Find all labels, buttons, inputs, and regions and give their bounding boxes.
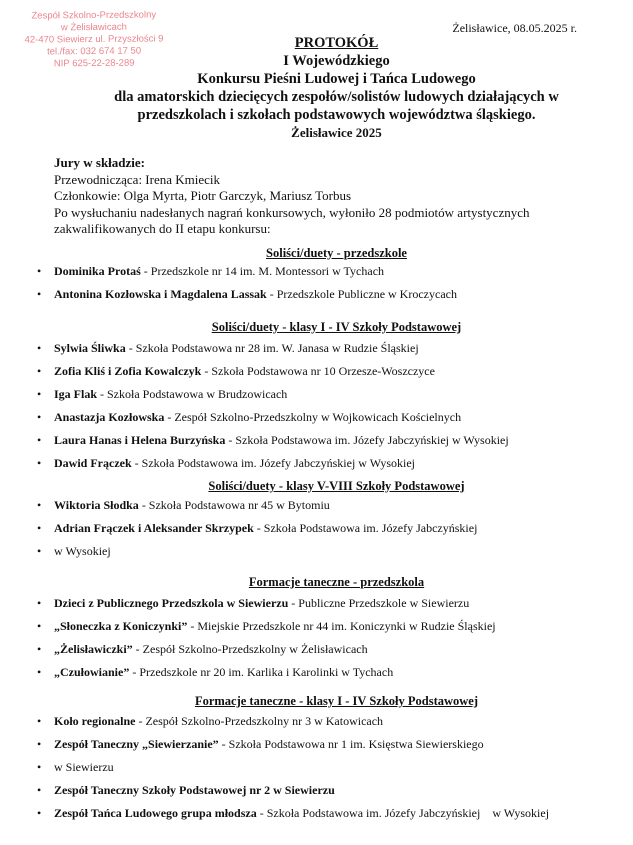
participant-institution: - Szkoła Podstawowa nr 10 Orzesze-Woszczyce bbox=[201, 364, 435, 378]
list-item bbox=[37, 619, 617, 642]
list-item bbox=[37, 456, 617, 479]
participant-institution: - Przedszkole nr 20 im. Karlika i Karolinki w Tychach bbox=[129, 665, 394, 679]
entry-list bbox=[37, 714, 617, 829]
stamp-line: tel./fax: 032 674 17 50 bbox=[47, 45, 142, 58]
participant-institution: - Zespół Szkolno-Przedszkolny w Wojkowicach Kościelnych bbox=[164, 410, 462, 424]
participant-institution: - Zespół Szkolno-Przedszkolny w Żelisławicach bbox=[132, 642, 368, 656]
participant-institution: w Siewierzu bbox=[54, 760, 114, 774]
list-item bbox=[37, 521, 617, 544]
title-line-4: przedszkolach i szkołach podstawowych województwa śląskiego. bbox=[137, 107, 536, 123]
list-item bbox=[37, 387, 617, 410]
list-item bbox=[37, 498, 617, 521]
title-line-3: dla amatorskich dziecięcych zespołów/solistów ludowych działających w bbox=[114, 89, 559, 105]
participant-institution: - Szkoła Podstawowa im. Józefy Jabczyńskiej bbox=[253, 521, 478, 535]
place-date: Żelisławice, 08.05.2025 r. bbox=[452, 21, 577, 35]
jury-intro-line-2: zakwalifikowanych do II etapu konkursu: bbox=[54, 221, 271, 236]
participant-name: „Żelisławiczki” bbox=[54, 642, 133, 656]
section-title: Formacje taneczne - klasy I - IV Szkoły Podstawowej bbox=[194, 694, 479, 708]
document-title bbox=[40, 34, 633, 142]
stamp-line: Zespół Szkolno-Przedszkolny bbox=[31, 9, 157, 22]
participant-institution: - Szkoła Podstawowa im. Józefy Jabczyńskiej w Wysokiej bbox=[131, 456, 415, 470]
jury-members: Członkowie: Olga Myrta, Piotr Garczyk, Mariusz Torbus bbox=[54, 188, 352, 203]
participant-institution: - Zespół Szkolno-Przedszkolny nr 3 w Katowicach bbox=[135, 714, 384, 728]
participant-name: Adrian Frączek i Aleksander Skrzypek bbox=[54, 521, 254, 535]
list-item bbox=[37, 264, 617, 287]
list-item bbox=[37, 544, 617, 567]
participant-institution: - Szkoła Podstawowa nr 28 im. W. Janasa w Rudzie Śląskiej bbox=[125, 341, 419, 355]
participant-institution: w Wysokiej bbox=[54, 544, 111, 558]
section-title: Soliści/duety - klasy V-VIII Szkoły Podstawowej bbox=[208, 479, 465, 493]
participant-name: Zofia Kliś i Zofia Kowalczyk bbox=[54, 364, 202, 378]
jury-block bbox=[54, 155, 594, 238]
participant-name: Iga Flak bbox=[54, 387, 98, 401]
participant-name: Dominika Protaś bbox=[54, 264, 141, 278]
list-item bbox=[37, 287, 617, 310]
section-title: Formacje taneczne - przedszkola bbox=[248, 575, 425, 589]
participant-name: Zespół Taneczny „Siewierzanie” bbox=[54, 737, 219, 751]
list-item bbox=[37, 806, 617, 829]
stamp-line: w Żelisławicach bbox=[60, 21, 127, 34]
participant-institution: - Szkoła Podstawowa im. Józefy Jabczyńskiej w Wysokiej bbox=[225, 433, 509, 447]
list-item bbox=[37, 737, 617, 760]
participant-institution: - Szkoła Podstawowa im. Józefy Jabczyńskiej w Wysokiej bbox=[256, 806, 550, 820]
stamp-line: NIP 625-22-28-289 bbox=[53, 57, 135, 70]
participant-name: Dawid Frączek bbox=[54, 456, 132, 470]
title-line-2: Konkursu Pieśni Ludowej i Tańca Ludowego bbox=[197, 71, 476, 87]
participant-institution: - Publiczne Przedszkole w Siewierzu bbox=[288, 596, 470, 610]
participant-name: Zespół Tańca Ludowego grupa młodsza bbox=[54, 806, 257, 820]
stamp-line: 42-470 Siewierz ul. Przyszłości 9 bbox=[24, 33, 164, 46]
participant-name: Antonina Kozłowska i Magdalena Lassak bbox=[54, 287, 267, 301]
participant-institution: - Szkoła Podstawowa nr 45 w Bytomiu bbox=[138, 498, 330, 512]
jury-intro-line-1: Po wysłuchaniu nadesłanych nagrań konkursowych, wyłoniło 28 podmiotów artystycznych bbox=[54, 204, 530, 220]
entry-list bbox=[37, 498, 617, 567]
participant-name: Laura Hanas i Helena Burzyńska bbox=[54, 433, 226, 447]
participant-institution: - Przedszkole Publiczne w Kroczycach bbox=[266, 287, 457, 301]
participant-name: Koło regionalne bbox=[54, 714, 136, 728]
section-title: Soliści/duety - klasy I - IV Szkoły Podstawowej bbox=[211, 320, 462, 334]
participant-name: Sylwia Śliwka bbox=[54, 341, 126, 355]
list-item bbox=[37, 642, 617, 665]
list-item bbox=[37, 410, 617, 433]
list-item bbox=[37, 596, 617, 619]
section-title: Soliści/duety - przedszkole bbox=[266, 246, 407, 260]
participant-name: „Czułowianie” bbox=[54, 665, 130, 679]
jury-heading: Jury w składzie: bbox=[54, 155, 145, 170]
participant-institution: - Szkoła Podstawowa nr 1 im. Księstwa Siewierskiego bbox=[218, 737, 484, 751]
list-item bbox=[37, 783, 617, 806]
participant-institution: - Szkoła Podstawowa w Brudzowicach bbox=[97, 387, 288, 401]
title-protokol: PROTOKÓŁ bbox=[294, 35, 379, 51]
list-item bbox=[37, 341, 617, 364]
participant-name: Anastazja Kozłowska bbox=[54, 410, 165, 424]
list-item bbox=[37, 665, 617, 688]
entry-list bbox=[37, 264, 617, 310]
list-item bbox=[37, 714, 617, 737]
entry-list bbox=[37, 341, 617, 479]
participant-name: „Słoneczka z Koniczynki” bbox=[54, 619, 188, 633]
title-line-5: Żelisławice 2025 bbox=[291, 125, 382, 140]
title-line-1: I Wojewódzkiego bbox=[283, 53, 390, 69]
participant-name: Zespół Taneczny Szkoły Podstawowej nr 2 w Siewierzu bbox=[54, 783, 335, 797]
list-item bbox=[37, 364, 617, 387]
list-item bbox=[37, 433, 617, 456]
participant-name: Wiktoria Słodka bbox=[54, 498, 139, 512]
entry-list bbox=[37, 596, 617, 688]
participant-name: Dzieci z Publicznego Przedszkola w Siewierzu bbox=[54, 596, 289, 610]
participant-institution: - Przedszkole nr 14 im. M. Montessori w Tychach bbox=[140, 264, 385, 278]
jury-chair: Przewodnicząca: Irena Kmiecik bbox=[54, 171, 221, 187]
participant-institution: - Miejskie Przedszkole nr 44 im. Koniczynki w Rudzie Śląskiej bbox=[187, 619, 496, 633]
list-item bbox=[37, 760, 617, 783]
